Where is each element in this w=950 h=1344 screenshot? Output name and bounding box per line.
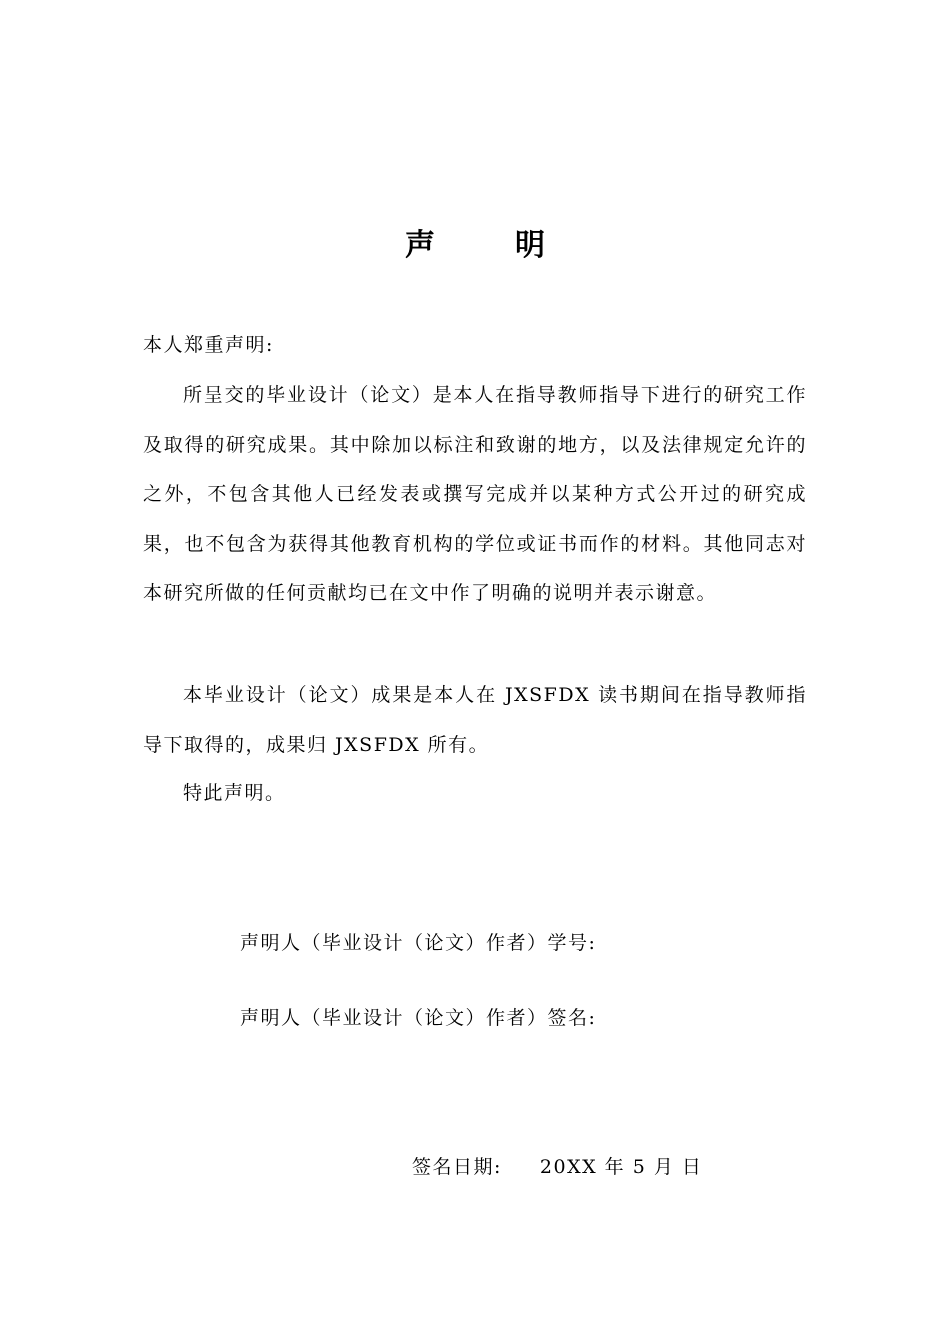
signature-date-label: 签名日期: (412, 1156, 502, 1178)
declaration-closing: 特此声明。 (183, 782, 286, 804)
page-title: 声明 (405, 228, 625, 263)
signature-date-value: 20XX 年 5 月 日 (539, 1156, 703, 1178)
signature-date (412, 1152, 702, 1182)
declaration-paragraph-ownership: 本毕业设计（论文）成果是本人在 JXSFDX 读书期间在指导教师指导下取得的，成果归 JXSFDX 所有。 (143, 684, 807, 756)
declaration-intro: 本人郑重声明: (143, 334, 274, 356)
student-id-label: 声明人（毕业设计（论文）作者）学号: (240, 932, 597, 954)
signature-label: 声明人（毕业设计（论文）作者）签名: (240, 1007, 597, 1029)
declaration-paragraph-originality: 所呈交的毕业设计（论文）是本人在指导教师指导下进行的研究工作及取得的研究成果。其中除加以标注和致谢的地方，以及法律规定允许的之外，不包含其他人已经发表或撰写完成并以某种方式公开过的研究成果，也不包含为获得其他教育机构的学位或证书而作的材料。其他同志对本研究所做的任何贡献均已在文中作了明确的说明并表示谢意。 (143, 384, 807, 604)
